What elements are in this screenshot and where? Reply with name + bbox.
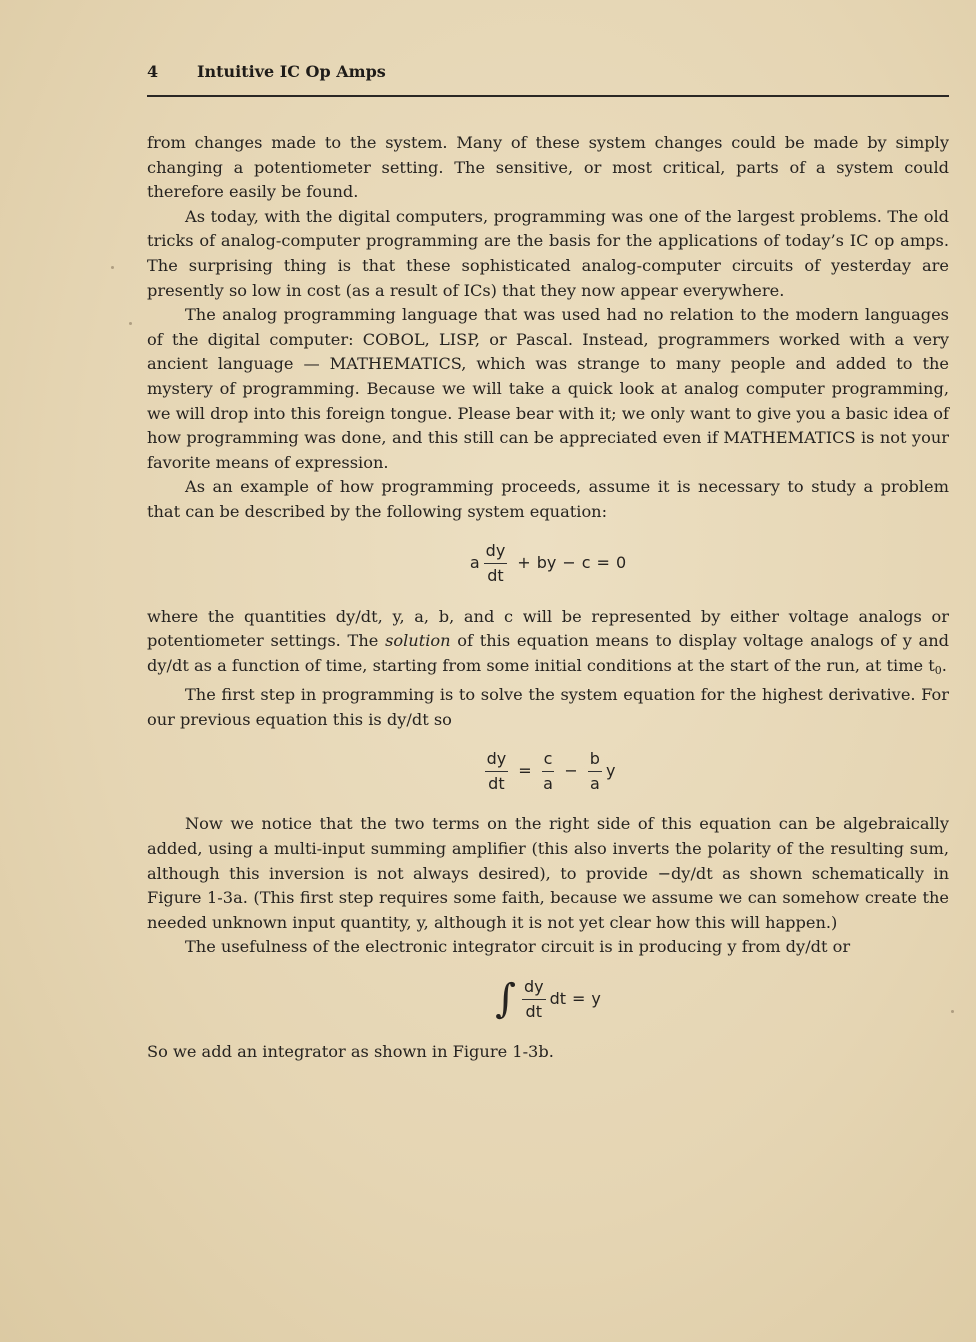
- eq3-num: dy: [522, 977, 546, 1000]
- eq2-b-frac: [588, 749, 602, 794]
- eq1-equals: =: [596, 553, 610, 573]
- paper-speck: [951, 1010, 954, 1013]
- eq2-b-den: a: [589, 773, 600, 793]
- integral-sign: ∫: [495, 976, 516, 1023]
- p5-text-a: where the quantities dy/dt, y, a, b, and c will be represented by either voltage analogs or potentiometer settings. The: [147, 606, 949, 651]
- p5-emphasis: solution: [385, 631, 451, 651]
- eq2-equals: =: [518, 761, 532, 781]
- p5-end: .: [941, 655, 947, 675]
- header-rule: [147, 95, 949, 97]
- page-body: [147, 131, 949, 1065]
- paragraph-6: The first step in programming is to solve the system equation for the highest derivative. For our previous equation this is dy/dt so: [147, 685, 949, 729]
- eq1-c: c: [581, 553, 591, 573]
- eq2-lhs: [485, 749, 509, 794]
- eq2-c-num: c: [542, 749, 555, 772]
- paragraph-9: So we add an integrator as shown in Figure 1-3b.: [147, 1042, 554, 1062]
- paragraph-8: The usefulness of the electronic integrator circuit is in producing y from dy/dt or: [185, 937, 851, 957]
- page-number: 4: [147, 62, 159, 81]
- eq1-plus: +: [517, 553, 531, 573]
- eq2-lhs-num: dy: [485, 749, 509, 772]
- paragraph-5: [147, 605, 949, 684]
- eq3-den: dt: [525, 1001, 542, 1021]
- paragraph-7: Now we notice that the two terms on the right side of this equation can be algebraically added, using a multi-input summing amplifier (this also inverts the polarity of the resulting sum, although this inversion is not always desired), to provide −dy/dt as shown schematically in Figure 1-3a. (This first step requires some faith, because we assume we can somehow create the needed unknown input quantity, y, although it is not yet clear how this will happen.): [147, 814, 949, 932]
- eq1-term: by: [536, 553, 557, 573]
- paragraph-1: from changes made to the system. Many of these system changes could be made by simply changing a potentiometer setting. The sensitive, or most critical, parts of a system could therefore easily be found.: [147, 133, 949, 202]
- eq3-equals: =: [572, 988, 586, 1008]
- running-header: [147, 62, 949, 81]
- eq1-rhs: 0: [615, 553, 627, 573]
- paragraph-2: As today, with the digital computers, programming was one of the largest problems. The old tricks of analog-computer programming are the basis for the applications of today’s IC op amps. The surprising thing is that these sophisticated analog-computer circuits of yesterday are presently so low in cost (as a result of ICs) that they now appear everywhere.: [147, 206, 949, 300]
- eq1-derivative: [484, 541, 508, 586]
- eq3-rhs: y: [591, 988, 601, 1008]
- eq2-minus: −: [564, 761, 578, 781]
- eq3-dt: dt: [549, 988, 567, 1008]
- eq2-c-frac: [542, 749, 555, 794]
- paragraph-3: The analog programming language that was used had no relation to the modern languages of the digital computer: COBOL, LISP, or Pascal. Instead, programmers worked with a very ancient language — MATHEMATICS, which was strange to many people and added to the mystery of programming. Because we will take a quick look at analog computer programming, we will drop into this foreign tongue. Please bear with it; we only want to give you a basic idea of how programming was done, and this still can be appreciated even if MATHEMATICS is not your favorite means of expression.: [147, 305, 949, 472]
- eq1-den: dt: [487, 566, 504, 585]
- solved-equation: [147, 736, 949, 806]
- eq2-b-num: b: [588, 749, 602, 772]
- eq1-coef: a: [469, 553, 480, 573]
- eq1-num: dy: [484, 541, 508, 564]
- eq2-y: y: [605, 761, 616, 781]
- paper-speck: [129, 322, 132, 325]
- eq3-frac: [522, 977, 546, 1022]
- system-equation: [147, 529, 949, 599]
- eq1-minus: −: [562, 553, 576, 573]
- eq2-c-den: a: [543, 773, 553, 793]
- p5-subscript: 0: [934, 663, 942, 677]
- p5-text-b: of this equation means to display voltage analogs of y and dy/dt as a function of time, starting from some initial conditions at the start of the run, at time t: [147, 631, 949, 675]
- paragraph-4: As an example of how programming proceeds, assume it is necessary to study a problem that can be described by the following system equation:: [147, 477, 949, 521]
- running-title: Intuitive IC Op Amps: [197, 62, 386, 81]
- integral-equation: [147, 964, 949, 1034]
- eq2-lhs-den: dt: [488, 773, 505, 793]
- paper-speck: [111, 266, 114, 269]
